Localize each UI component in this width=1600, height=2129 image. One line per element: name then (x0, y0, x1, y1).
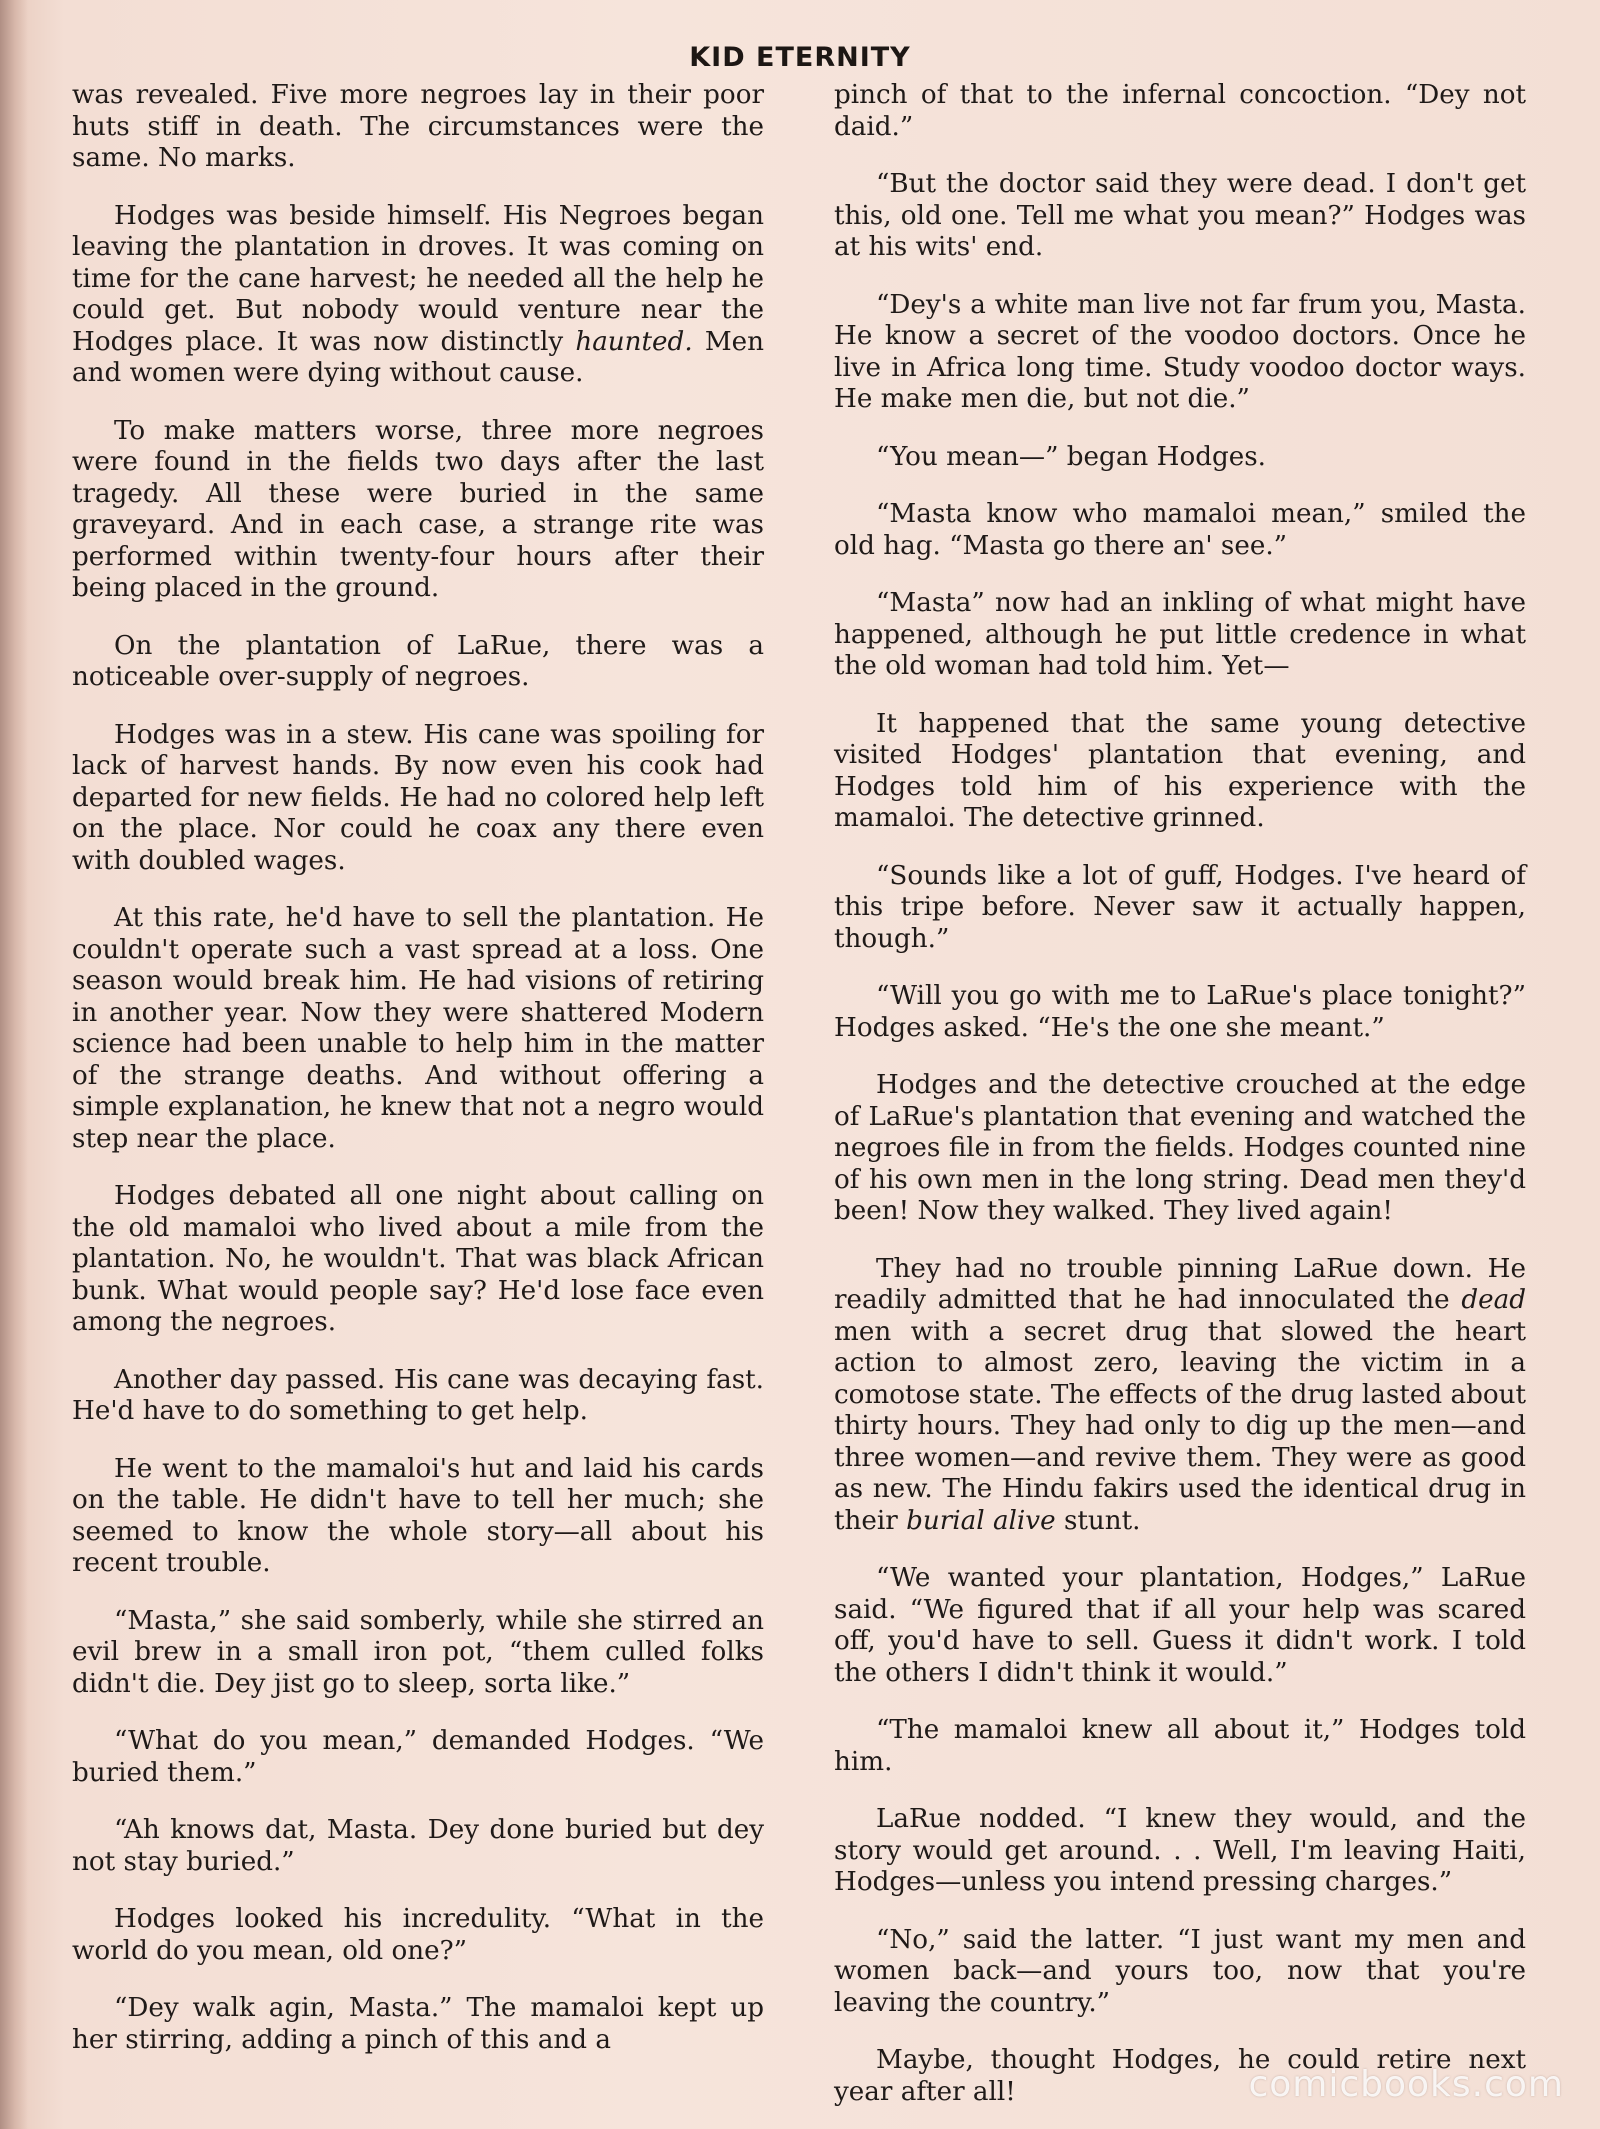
paragraph: He went to the mamaloi's hut and laid his cards on the table. He didn't have to tell her much; she seemed to know the whole story—all about his recent trouble. (72, 1453, 764, 1578)
paragraph: Hodges debated all one night about calling on the old mamaloi who lived about a mile from the plantation. No, he wouldn't. That was black African bunk. What would people say? He'd lose face even among the negroes. (72, 1181, 764, 1337)
paragraph: Hodges was beside himself. His Negroes began leaving the plantation in droves. It was coming on time for the cane harvest; he needed all the help he could get. But nobody would venture near the Hodges place. It was now distinctly haunted. Men and women were dying without cause. (72, 200, 764, 388)
paragraph: pinch of that to the infernal concoction. “Dey not daid.” (834, 80, 1526, 142)
paragraph: Hodges looked his incredulity. “What in the world do you mean, old one?” (72, 1904, 764, 1966)
paragraph: “We wanted your plantation, Hodges,” LaRue said. “We figured that if all your help was scared off, you'd have to sell. Guess it didn't work. I told the others I didn't think it would.” (834, 1563, 1526, 1688)
paragraph: “Ah knows dat, Masta. Dey done buried but dey not stay buried.” (72, 1815, 764, 1877)
paragraph: was revealed. Five more negroes lay in their poor huts stiff in death. The circumstances were the same. No marks. (72, 80, 764, 173)
paragraph: “The mamaloi knew all about it,” Hodges told him. (834, 1715, 1526, 1777)
left-column (72, 80, 764, 2056)
running-head: KID ETERNITY (689, 42, 911, 73)
paragraph: “Dey walk agin, Masta.” The mamaloi kept up her stirring, adding a pinch of this and a (72, 1993, 764, 2055)
paragraph: “Masta,” she said somberly, while she stirred an evil brew in a small iron pot, “them culled folks didn't die. Dey jist go to sleep, sorta like.” (72, 1605, 764, 1699)
paragraph: “But the doctor said they were dead. I don't get this, old one. Tell me what you mean?” Hodges was at his wits' end. (834, 169, 1526, 262)
paragraph: “You mean—” began Hodges. (876, 441, 1267, 472)
paragraph: Another day passed. His cane was decaying fast. He'd have to do something to get help. (72, 1364, 764, 1426)
paragraph: “What do you mean,” demanded Hodges. “We buried them.” (72, 1726, 764, 1788)
paragraph: On the plantation of LaRue, there was a noticeable over-supply of negroes. (72, 630, 764, 692)
paragraph: “Masta know who mamaloi mean,” smiled the old hag. “Masta go there an' see.” (834, 499, 1526, 561)
paragraph: “Sounds like a lot of guff, Hodges. I've heard of this tripe before. Never saw it actually happen, though.” (834, 860, 1526, 954)
paragraph: At this rate, he'd have to sell the plantation. He couldn't operate such a vast spread at a loss. One season would break him. He had visions of retiring in another year. Now they were shattered Modern science had been unable to help him in the matter of the strange deaths. And without offering a simple explanation, he knew that not a negro would step near the place. (72, 903, 764, 1154)
right-column (834, 80, 1526, 2108)
watermark: comicbooks.com (1248, 2064, 1564, 2105)
italic-word: dead (1461, 1285, 1526, 1315)
paragraph: It happened that the same young detective visited Hodges' plantation that evening, and Hodges told him of his experience with the mamaloi. The detective grinned. (834, 708, 1526, 833)
paragraph: “No,” said the latter. “I just want my men and women back—and yours too, now that you're leaving the country.” (834, 1924, 1526, 2018)
paragraph: “Dey's a white man live not far frum you, Masta. He know a secret of the voodoo doctors. Once he live in Africa long time. Study voodoo doctor ways. He make men die, but not die.” (834, 289, 1526, 414)
italic-phrase: burial alive (906, 1505, 1056, 1536)
paragraph: To make matters worse, three more negroes were found in the fields two days after the last tragedy. All these were buried in the same graveyard. And in each case, a strange rite was performed within twenty-four hours after their being placed in the ground. (72, 415, 764, 603)
paragraph: They had no trouble pinning LaRue down. He readily admitted that he had innoculated the dead men with a secret drug that slowed the heart action to almost zero, leaving the victim in a comotose state. The effects of the drug lasted about thirty hours. They had only to dig up the men—and three women—and revive them. They were as good as new. The Hindu fakirs used the identical drug in their burial alive stunt. (834, 1253, 1526, 1536)
paragraph: Maybe, thought Hodges, he could retire next year after all! (834, 2045, 1526, 2107)
paragraph: Hodges was in a stew. His cane was spoiling for lack of harvest hands. By now even his cook had departed for new fields. He had no colored help left on the place. Nor could he coax any there even with doubled wages. (72, 719, 764, 876)
page-binding-shadow (0, 0, 28, 2129)
paragraph: “Masta” now had an inkling of what might have happened, although he put little credence in what the old woman had told him. Yet— (834, 588, 1526, 681)
paragraph: Hodges and the detective crouched at the edge of LaRue's plantation that evening and watched the negroes file in from the fields. Hodges counted nine of his own men in the long string. Dead men they'd been! Now they walked. They lived again! (834, 1070, 1526, 1226)
paragraph: “Will you go with me to LaRue's place tonight?” Hodges asked. “He's the one she meant.” (834, 981, 1526, 1043)
paragraph: LaRue nodded. “I knew they would, and the story would get around. . . Well, I'm leaving Haiti, Hodges—unless you intend pressing charges.” (834, 1804, 1526, 1897)
italic-word: haunted. (575, 326, 693, 357)
